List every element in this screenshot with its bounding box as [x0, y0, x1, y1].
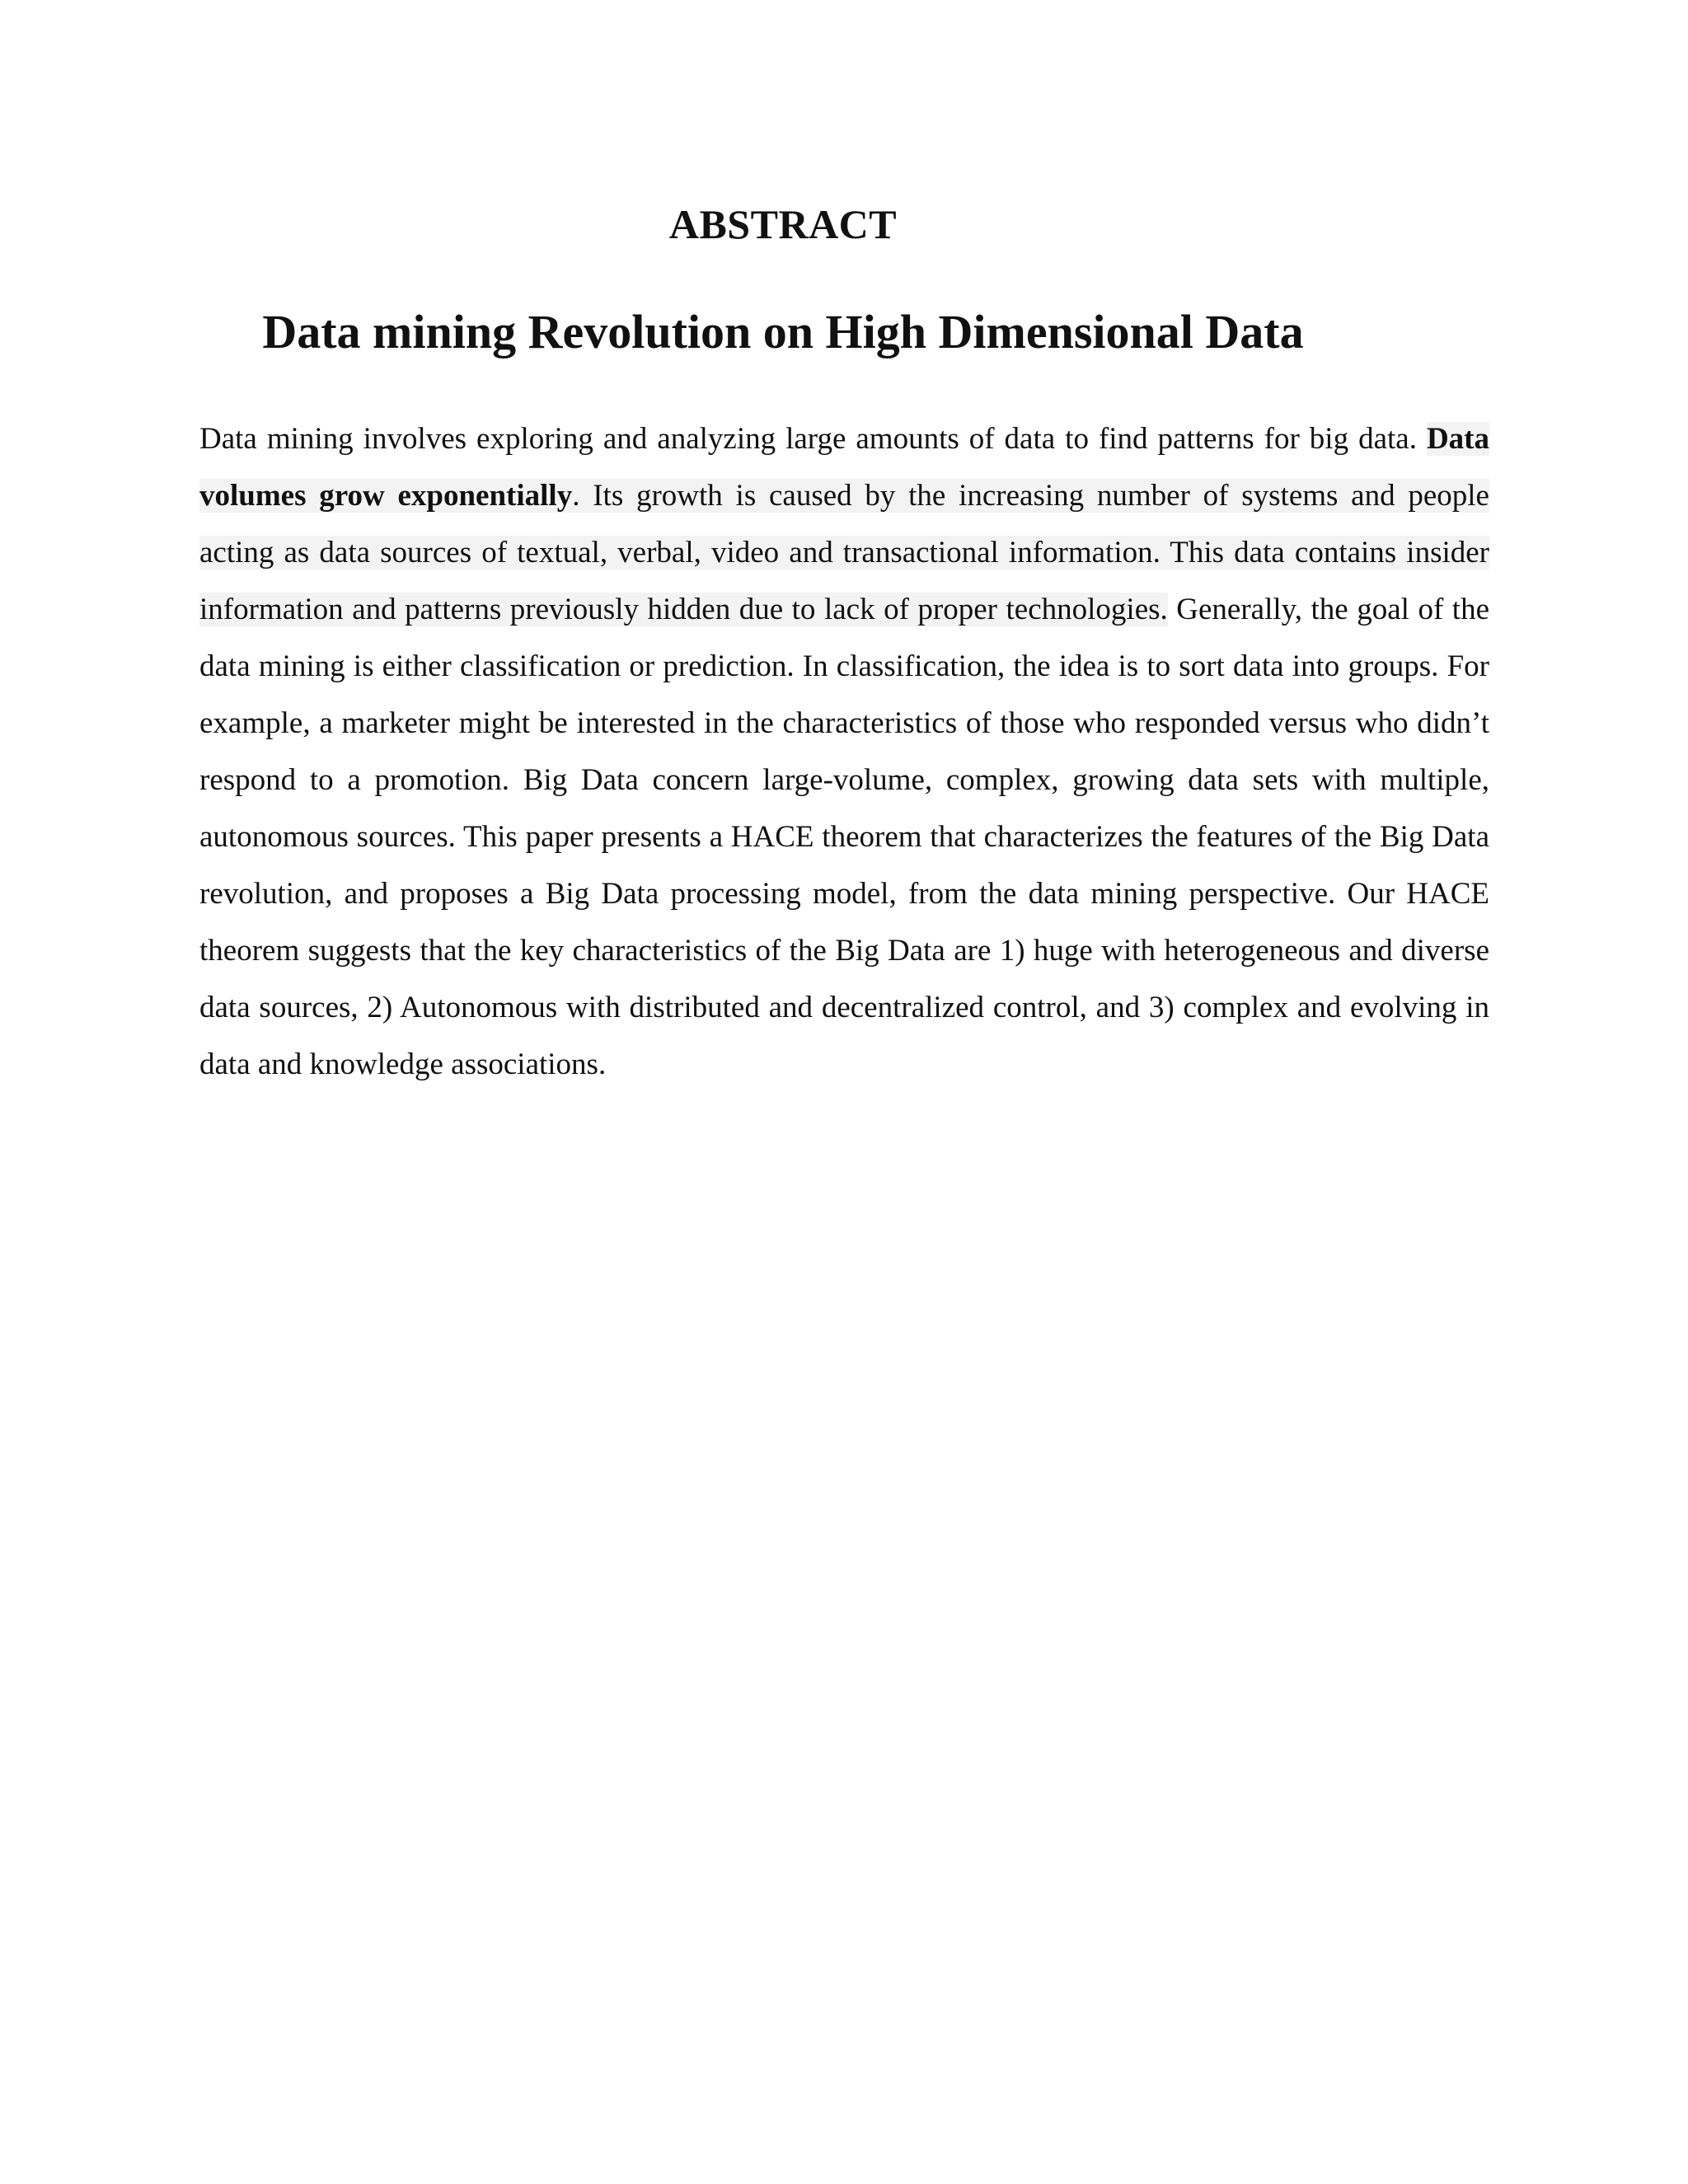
paper-title: Data mining Revolution on High Dimensional Data	[262, 305, 1304, 359]
abstract-paragraph	[199, 410, 1489, 1093]
abstract-remainder: Generally, the goal of the data mining is either classification or prediction. In classification, the idea is to sort data into groups. For example, a marketer might be interested in the characteristics of those who responded versus who didn’t respond to a promotion. Big Data concern large-volume, complex, growing data sets with multiple, autonomous sources. This paper presents a HACE theorem that characterizes the features of the Big Data revolution, and proposes a Big Data processing model, from the data mining perspective. Our HACE theorem suggests that the key characteristics of the Big Data are 1) huge with heterogeneous and diverse data sources, 2) Autonomous with distributed and decentralized control, and 3) complex and evolving in data and knowledge associations.	[199, 593, 1489, 1081]
bold-phrase: Data volumes grow exponentially	[199, 422, 1489, 513]
highlighted-text: . Its growth is caused by the increasing number of systems and people acting as data sources of textual, verbal, video and transactional information. This data contains insider information and patterns previously hidden due to lack of proper technologies.	[199, 479, 1489, 626]
abstract-heading: ABSTRACT	[668, 201, 898, 247]
abstract-sentence-intro: Data mining involves exploring and analyzing large amounts of data to find patterns for big data.	[199, 422, 1427, 456]
